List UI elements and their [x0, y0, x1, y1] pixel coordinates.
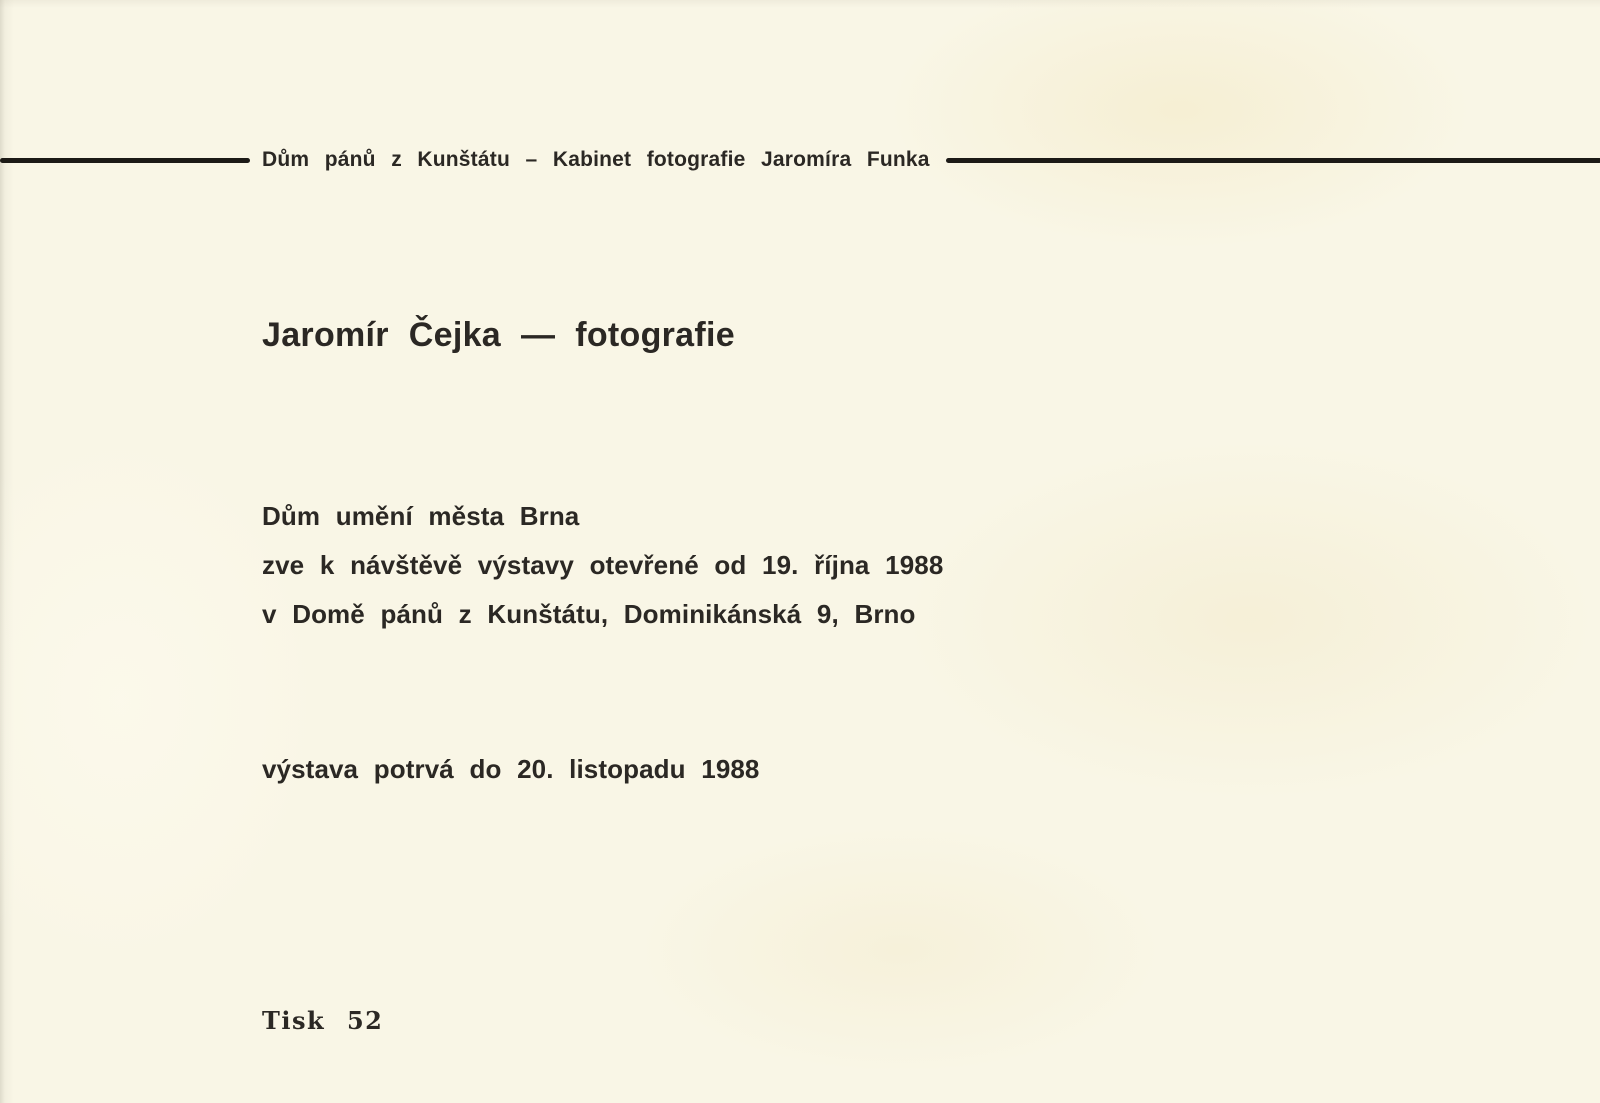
invitation-line-opening: zve k návštěvě výstavy otevřené od 19. října 1988 [262, 550, 944, 580]
header-rule-left [0, 158, 250, 163]
invitation-line-address: v Domě pánů z Kunštátu, Dominikánská 9, Brno [262, 599, 916, 629]
exhibition-title: Jaromír Čejka — fotografie [262, 316, 735, 354]
invitation-block [262, 492, 943, 639]
exhibition-duration: výstava potrvá do 20. listopadu 1988 [262, 754, 760, 784]
header-rule-right [946, 158, 1600, 163]
header-strip [0, 138, 1600, 182]
header-venue-text: Dům pánů z Kunštátu – Kabinet fotografie Jaromíra Funka [262, 148, 930, 171]
invitation-line-organizer: Dům umění města Brna [262, 501, 580, 531]
print-imprint: Tisk 52 [262, 1006, 384, 1035]
